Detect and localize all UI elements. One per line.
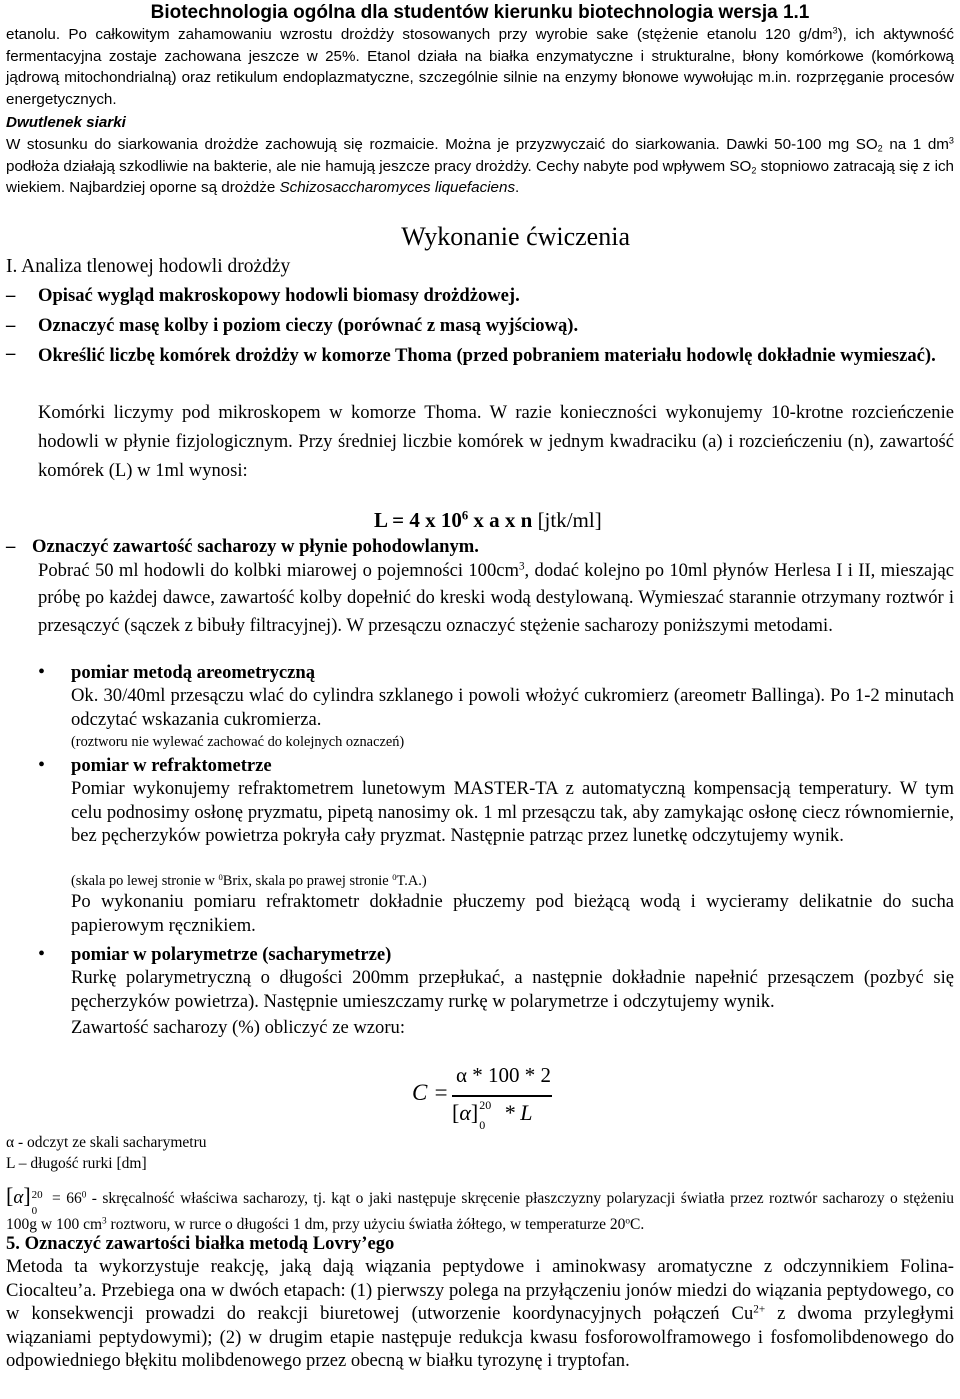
part5-heading: 5. Oznaczyć zawartości białka metodą Lovry’ego: [6, 1233, 395, 1254]
so2-sub-1: 2: [877, 143, 883, 154]
cell-count-formula: [374, 508, 602, 533]
formula-exp: 6: [461, 508, 469, 523]
bullet-1: •: [38, 661, 46, 683]
den-rest: * L: [498, 1100, 533, 1125]
lowry-sup: 2+: [753, 1303, 766, 1316]
dash-1-marker: –: [6, 285, 16, 306]
so2-sub-2: 2: [751, 164, 757, 175]
m2-note-a: (skala po lewej stronie w: [71, 873, 219, 889]
spec-text: - skręcalność właściwa sacharozy, tj. kąt o jaki następuje skręcenie płaszczyzny polaryzacji światła przez roztwór sacharozy o stężeniu 100g w 100 cm: [6, 1190, 954, 1233]
m2-note-sup1: 0: [218, 871, 223, 882]
def-specific-rotation: [6, 1183, 954, 1238]
dash-4-marker: –: [6, 536, 16, 557]
dash-1-text: Opisać wygląd makroskopowy hodowli biomasy drożdżowej.: [38, 285, 520, 306]
so2-text-b: na 1 dm: [882, 136, 949, 153]
bullet-2: •: [38, 754, 46, 776]
method-2-note: [71, 871, 427, 891]
spec-sup: 20: [31, 1189, 43, 1201]
def-length: L – długość rurki [dm]: [6, 1155, 147, 1172]
m2-note-sup2: 0: [392, 871, 397, 882]
method-2-title: pomiar w refraktometrze: [71, 755, 272, 776]
method-2-after: Po wykonaniu pomiaru refraktometr dokładnie płuczemy pod bieżącą wodą i wycieramy delikatnie do sucha papierowym ręcznikiem.: [71, 891, 954, 936]
method-3-text: Rurkę polarymetryczną o długości 200mm przepłukać, a następnie dokładnie napełnić przesączem (pozbyć się pęcherzyków powietrza). Następnie umieszczamy rurkę w polarymetrze i odczytujemy wynik.: [71, 967, 954, 1012]
den-sub: 0: [479, 1118, 486, 1132]
method-3-title: pomiar w polarymetrze (sacharymetrze): [71, 944, 392, 965]
sucrose-sup: 3: [518, 560, 525, 573]
lowry-paragraph: [6, 1255, 954, 1373]
ethanol-text-1: etanolu. Po całkowitym zahamowaniu wzrostu drożdży stosowanych przy wyrobie sake (stężenie etanolu 120 g/dm: [6, 26, 833, 43]
method-1-text: Ok. 30/40ml przesączu wlać do cylindra szklanego i powoli włożyć cukromierz (areometr Ballinga). Po 1-2 minutach odczytać wskazania cukromierza.: [71, 685, 954, 730]
den-open: [: [452, 1100, 460, 1125]
so2-paragraph: [6, 134, 954, 199]
so2-sup: 3: [948, 135, 954, 146]
so2-text-a: W stosunku do siarkowania drożdże zachowują się rozmaicie. Można je przyzwyczaić do siarkowania. Dawki 50-100 mg SO: [6, 136, 878, 153]
spec-eq: = 66: [46, 1190, 82, 1207]
dash-3-marker: –: [6, 343, 16, 364]
ethanol-sup: 3: [832, 25, 838, 36]
spec-open: [: [6, 1183, 14, 1208]
ethanol-text-2: ), ich aktywność fermentacyjna zostaje zachowana jeszcze w 25%. Etanol działa na białka enzymatyczne i strukturalne, błony komórkowe (komórkową jądrową mitochondrialną) oraz retikulum endoplazmatyczne, szczególnie silnie na enzymy błonowe wywołując m.in. rozprzęganie procesów energetycznych.: [6, 26, 954, 109]
lowry-text-a: Metoda ta wykorzystuje reakcję, jaką dają wiązania peptydowe i aminokwasy aromatyczne z odczynnikiem Folina-Ciocalteu’a. Przebiega ona w dwóch etapach: (1) pierwszy polega na przyłączeniu jonów miedzi do wiązania peptydowego, co w konsekwencji prowadzi do reakcji biuretowej (utworzenie koordynacyjnych połączeń Cu: [6, 1256, 954, 1325]
so2-text-d: stopniowo zatracają się z ich wiekiem. Najbardziej oporne są drożdże: [6, 157, 954, 197]
den-scripts: [478, 1098, 498, 1132]
sucrose-prep-paragraph: [38, 557, 954, 639]
den-alpha: α: [459, 1100, 471, 1125]
page-header: Biotechnologia ogólna dla studentów kierunku biotechnologia wersja 1.1: [150, 2, 810, 23]
method-2-text: Pomiar wykonujemy refraktometrem lunetowym MASTER-TA z automatyczną kompensacją temperatury. W tym celu podnosimy osłonę pryzmatu, pipetą nanosimy ok. 1 ml przesączu tak, aby zamykając osłonę ciecz równomiernie, bez pęcherzyków powietrza pokryła cały pryzmat. Następnie patrząc przez lunetkę odczytujemy wynik.: [71, 778, 954, 847]
fraction-bar: [452, 1095, 552, 1097]
dash-4-text: Oznaczyć zawartość sacharozy w płynie pohodowlanym.: [32, 536, 479, 557]
bullet-3: •: [38, 943, 46, 965]
spec-alpha: α: [13, 1187, 24, 1208]
lowry-text-b: z dwoma przyległymi wiązaniami peptydowymi); (2) w drugim etapie następuje redukcja kwasu fosforowolframowego i fosfomolibdenowego do odpowiedniego błękitu molibdenowego przez obecną w białku tyrozynę i tryptofan.: [6, 1303, 955, 1372]
so2-text-c: podłoża działają szkodliwie na bakterie, ale nie hamują jeszcze pracy drożdży. Cechy nabyte pod wpływem SO: [6, 157, 752, 175]
spec-sub: 0: [31, 1205, 38, 1217]
spec-close: ]: [23, 1183, 31, 1208]
spec-o: o: [625, 1216, 630, 1227]
method-3-formula-intro: Zawartość sacharozy (%) obliczyć ze wzoru:: [71, 1017, 405, 1038]
den-close: ]: [470, 1100, 479, 1125]
spec-deg: 0: [81, 1190, 87, 1201]
spec-end: C.: [629, 1216, 645, 1233]
m2-note-b: Brix, skala po prawej stronie: [222, 873, 393, 889]
method-1-title: pomiar metodą areometryczną: [71, 662, 316, 683]
dash-2-marker: –: [6, 315, 16, 336]
formula-unit: [jtk/ml]: [537, 508, 602, 532]
def-alpha: α - odczyt ze skali sacharymetru: [6, 1134, 207, 1151]
method-1-note: (roztworu nie wylewać zachować do kolejnych oznaczeń): [71, 734, 405, 750]
formula-denominator: [452, 1098, 533, 1132]
dash-2-text: Oznaczyć masę kolby i poziom cieczy (porównać z masą wyjściową).: [38, 315, 579, 336]
sucrose-text-a: Pobrać 50 ml hodowli do kolbki miarowej o pojemności 100cm: [38, 560, 519, 581]
so2-end: .: [515, 179, 520, 197]
spec-text2: roztworu, w rurce o długości 1 dm, przy użyciu światła żółtego, w temperaturze 20: [106, 1216, 626, 1233]
so2-heading: Dwutlenek siarki: [6, 114, 126, 131]
den-sup: 20: [479, 1098, 492, 1112]
ethanol-paragraph: [6, 24, 954, 111]
formula-numerator: α * 100 * 2: [456, 1063, 552, 1087]
thoma-count-paragraph: Komórki liczymy pod mikroskopem w komorze Thoma. W razie konieczności wykonujemy 10-krotne rozcieńczenie hodowli w płynie fizjologicznym. Przy średniej liczbie komórek w jednym kwadraciku (a) i rozcieńczeniu (n), zawartość komórek (L) w 1ml wynosi:: [38, 402, 954, 481]
m2-note-c: T.A.): [396, 873, 427, 889]
dash-3-text: Określić liczbę komórek drożdży w komorze Thoma (przed pobraniem materiału hodowlę dokładnie wymieszać).: [38, 345, 936, 366]
spec-sup3: 3: [102, 1216, 107, 1227]
spec-scripts: [31, 1189, 47, 1217]
part1-heading: I. Analiza tlenowej hodowli drożdży: [6, 256, 291, 277]
yeast-species: Schizosaccharomyces liquefaciens: [279, 179, 516, 197]
section-title: Wykonanie ćwiczenia: [401, 222, 630, 251]
sucrose-text-b: , dodać kolejno po 10ml płynów Herlesa I i II, mieszając próbę po każdej dawce, zawartość kolby dopełnić do kreski wodą destylowaną. Wymieszać starannie otrzymany roztwór i przesączyć (sączek z bibuły filtracyjnej). W przesączu oznaczyć stężenie sacharozy poniższymi metodami.: [38, 560, 954, 636]
formula-lhs: C =: [412, 1080, 449, 1105]
formula-vars: x a x n: [468, 508, 538, 532]
formula-l-part: L = 4 x 10: [374, 508, 462, 532]
